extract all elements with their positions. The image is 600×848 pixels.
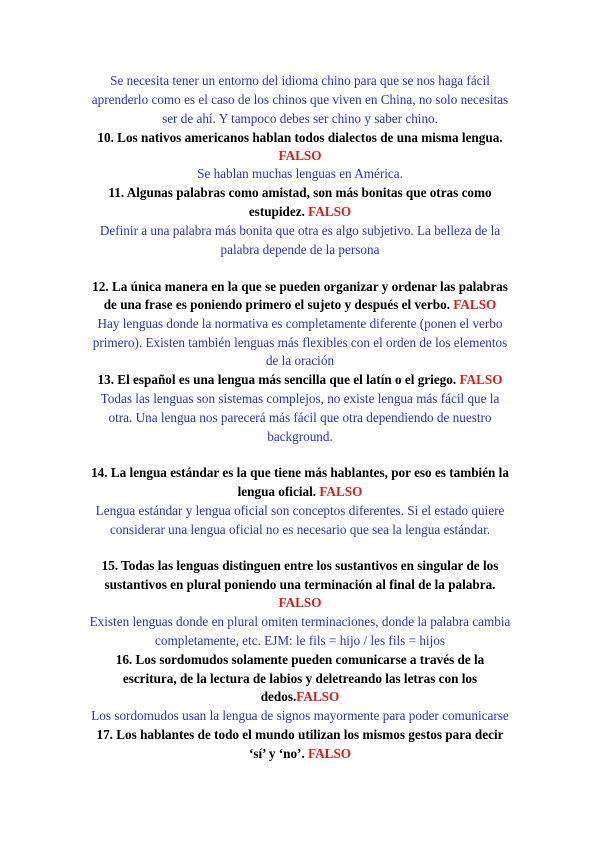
question-11-line2: estupidez. FALSO: [248, 204, 352, 219]
answer-13: Todas las lenguas son sistemas complejos, no existe lengua más fácil que la: [100, 391, 500, 406]
answer-15-line2: completamente, etc. EJM: le fils = hijo / les fils = hijos: [155, 633, 445, 648]
verdict-label: FALSO: [308, 204, 352, 219]
verdict-label: FALSO: [459, 372, 503, 387]
question-15: 15. Todas las lenguas distinguen entre los sustantivos en singular de los: [101, 558, 499, 573]
verdict-label: FALSO: [296, 689, 340, 704]
answer-line: Se necesita tener un entorno del idioma chino para que se nos haga fácil: [110, 73, 490, 88]
question-14: 14. La lengua estándar es la que tiene más hablantes, por eso es también la: [91, 465, 509, 480]
answer-13-line2: otra. Una lengua nos parecerá más fácil que otra dependiendo de nuestro: [108, 410, 492, 425]
question-13: 13. El español es una lengua más sencilla que el latín o el griego. FALSO: [97, 372, 503, 387]
question-16: 16. Los sordomudos solamente pueden comunicarse a través de la: [115, 652, 485, 667]
verdict-label: FALSO: [453, 297, 497, 312]
answer-12: Hay lenguas donde la normativa es completamente diferente (ponen el verbo: [97, 316, 503, 331]
answer-13-line3: background.: [267, 429, 333, 444]
answer-12-line2: primero). Existen también lenguas más flexibles con el orden de los elementos: [92, 335, 508, 350]
answer-10: Se hablan muchas lenguas en América.: [197, 166, 403, 181]
answer-14-line2: considerar una lengua oficial no es necesario que sea la lengua estándar.: [109, 522, 491, 537]
question-17-line2: ‘sí’ y ‘no’. FALSO: [248, 746, 352, 761]
answer-11: Definir a una palabra más bonita que otra es algo subjetivo. La belleza de la: [99, 223, 501, 238]
answer-14: Lengua estándar y lengua oficial son conceptos diferentes. Si el estado quiere: [95, 503, 505, 518]
question-17: 17. Los hablantes de todo el mundo utilizan los mismos gestos para decir: [96, 727, 504, 742]
answer-11-line2: palabra depende de la persona: [220, 242, 380, 257]
answer-line: aprenderlo como es el caso de los chinos que viven en China, no solo necesitas: [91, 92, 509, 107]
question-12-line2: de una frase es poniendo primero el sujeto y después el verbo. FALSO: [103, 297, 497, 312]
answer-15: Existen lenguas donde en plural omiten terminaciones, donde la palabra cambia: [89, 614, 511, 629]
verdict-label: FALSO: [308, 746, 352, 761]
verdict-label: FALSO: [278, 595, 322, 610]
question-12: 12. La única manera en la que se pueden organizar y ordenar las palabras: [92, 279, 508, 294]
question-14-line2: lengua oficial. FALSO: [237, 484, 363, 499]
answer-12-line3: de la oración: [265, 353, 335, 368]
answer-16: Los sordomudos usan la lengua de signos mayormente para poder comunicarse: [91, 708, 509, 723]
verdict-label: FALSO: [278, 148, 322, 163]
question-15-line2: sustantivos en plural poniendo una terminación al final de la palabra.: [104, 577, 496, 592]
question-11: 11. Algunas palabras como amistad, son más bonitas que otras como: [108, 185, 492, 200]
question-16-line2: escritura, de la lectura de labios y deletreando las letras con los: [122, 671, 478, 686]
question-10: 10. Los nativos americanos hablan todos dialectos de una misma lengua.: [97, 130, 503, 145]
question-16-line3: dedos.FALSO: [260, 689, 340, 704]
answer-line: ser de ahí. Y tampoco debes ser chino y saber chino.: [162, 111, 438, 126]
verdict-label: FALSO: [319, 484, 363, 499]
